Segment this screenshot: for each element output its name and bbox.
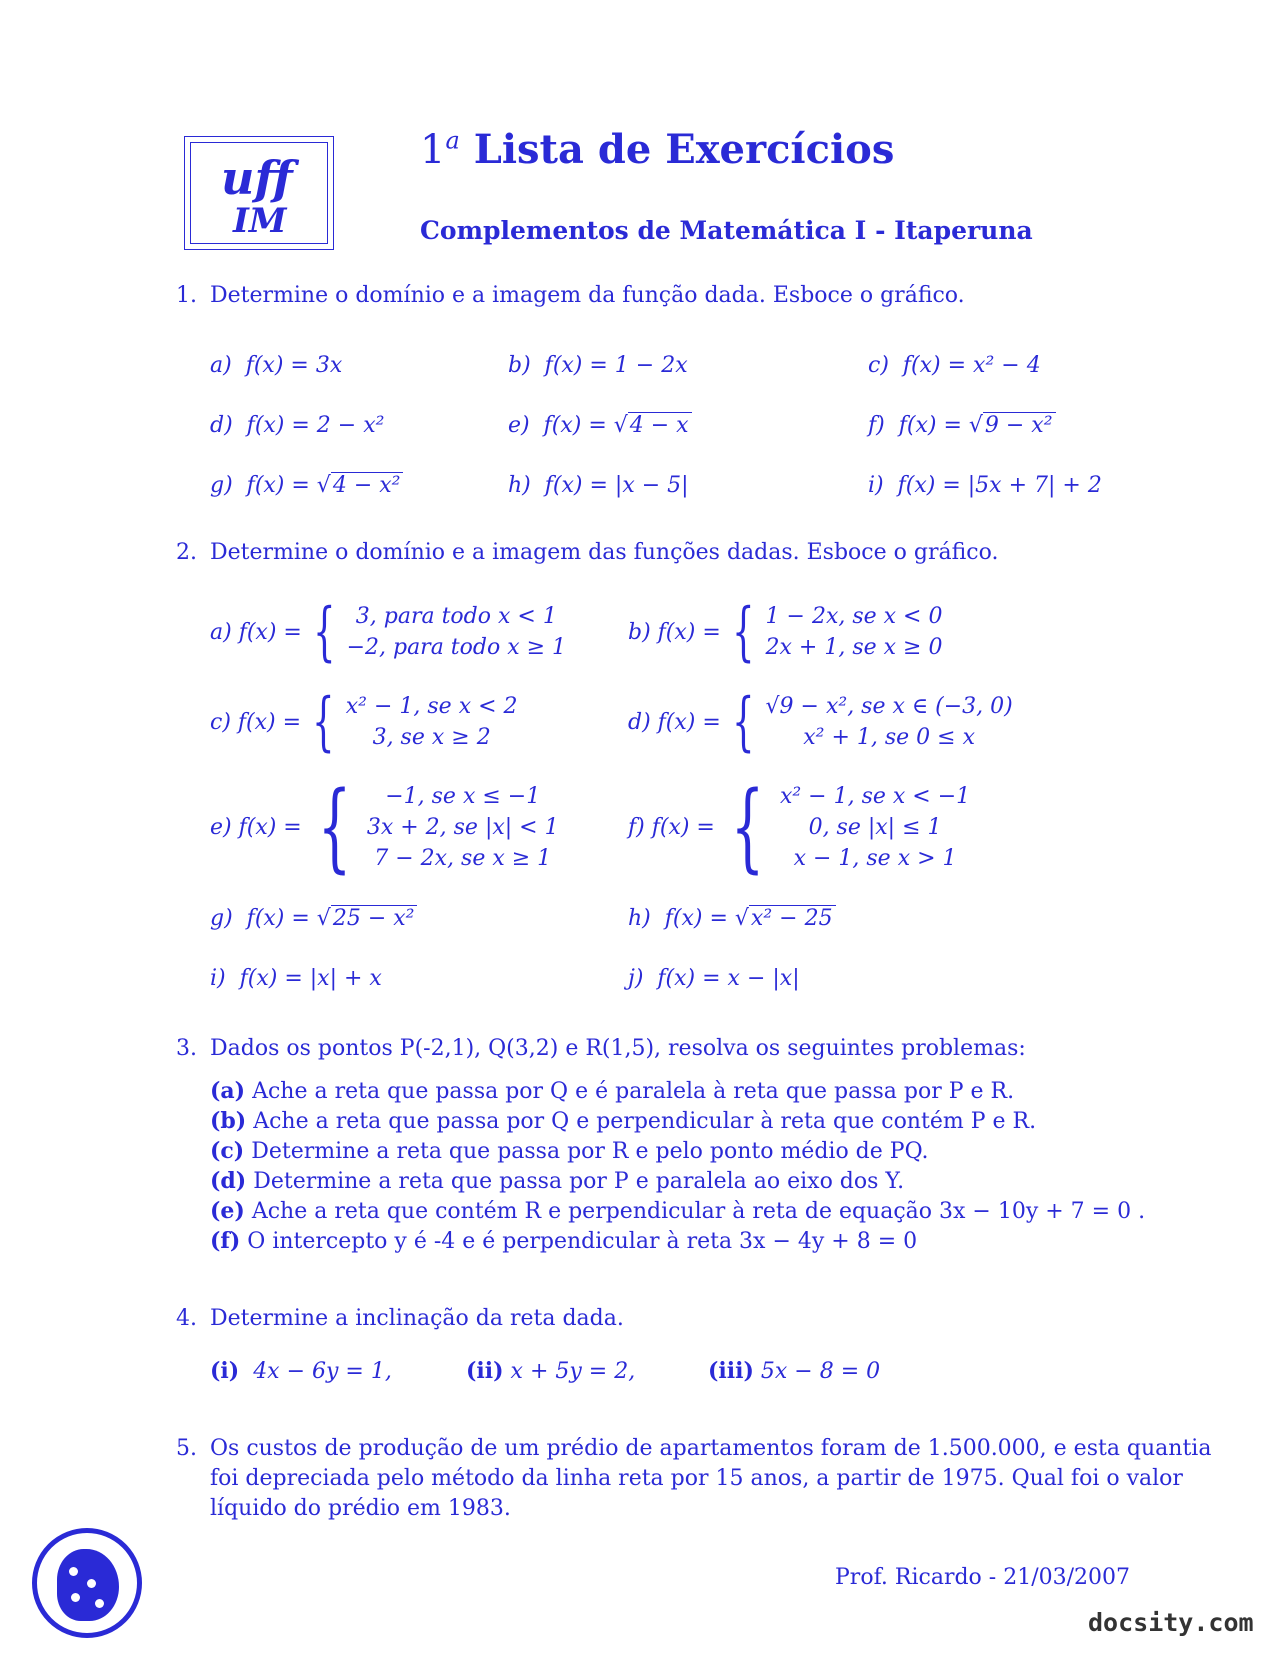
q3-item: (c) Determine a reta que passa por R e pelo ponto médio de PQ. (210, 1138, 929, 1164)
watermark: docsity.com (1088, 1608, 1254, 1637)
author-date: Prof. Ricardo - 21/03/2007 (835, 1565, 1131, 1590)
q4-item: (i) 4x − 6y = 1, (210, 1358, 392, 1384)
q5-line: líquido do prédio em 1983. (210, 1496, 511, 1521)
q2-item-j: j) f(x) = x − |x| (628, 966, 800, 991)
q1-item: h) f(x) = |x − 5| (508, 473, 689, 498)
logo-uff: uff (221, 151, 293, 205)
q3-item: (e) Ache a reta que contém R e perpendicular à reta de equação 3x − 10y + 7 = 0 . (210, 1198, 1146, 1224)
q4-item: (iii) 5x − 8 = 0 (708, 1358, 881, 1384)
q2-item-e: e) f(x) = { −1, se x ≤ −1 3x + 2, se |x| < 1 7 − 2x, se x ≥ 1 (210, 771, 559, 883)
q2-item-b: b) f(x) = { 1 − 2x, se x < 0 2x + 1, se x ≥ 0 (628, 595, 943, 669)
q3-item: (b) Ache a reta que passa por Q e perpendicular à reta que contém P e R. (210, 1108, 1037, 1134)
page-subtitle: Complementos de Matemática I - Itaperuna (420, 216, 1033, 245)
q1-item: g) f(x) = √4 − x² (210, 473, 403, 498)
q2-prompt: Determine o domínio e a imagem das funções dadas. Esboce o gráfico. (210, 540, 999, 565)
q2-item-d: d) f(x) = { √9 − x², se x ∈ (−3, 0) x² + 1, se 0 ≤ x (628, 685, 1013, 759)
q2-item-i: i) f(x) = |x| + x (210, 966, 382, 991)
q2-item-g: g) f(x) = √25 − x² (210, 906, 417, 931)
q5-number: 5. (176, 1436, 197, 1461)
q1-number: 1. (176, 283, 197, 308)
q1-item: f) f(x) = √9 − x² (868, 413, 1056, 438)
q1-item: c) f(x) = x² − 4 (868, 353, 1041, 378)
q2-item-a: a) f(x) = { 3, para todo x < 1 −2, para todo x ≥ 1 (210, 595, 567, 669)
q1-prompt: Determine o domínio e a imagem da função dada. Esboce o gráfico. (210, 283, 965, 308)
q4-item: (ii) x + 5y = 2, (466, 1358, 636, 1384)
q4-prompt: Determine a inclinação da reta dada. (210, 1306, 624, 1331)
page-title: 1$^a$ Lista de Exercícios (420, 126, 895, 173)
q2-item-f: f) f(x) = { x² − 1, se x < −1 0, se |x| ≤ 1 x − 1, se x > 1 (628, 771, 971, 883)
q3-prompt: Dados os pontos P(-2,1), Q(3,2) e R(1,5), resolva os seguintes problemas: (210, 1036, 1026, 1061)
q4-number: 4. (176, 1306, 197, 1331)
q2-number: 2. (176, 540, 197, 565)
q1-item: a) f(x) = 3x (210, 353, 343, 378)
docsity-logo-icon (32, 1528, 142, 1638)
q5-line: Os custos de produção de um prédio de apartamentos foram de 1.500.000, e esta quantia (210, 1436, 1212, 1461)
q2-item-h: h) f(x) = √x² − 25 (628, 906, 836, 931)
logo-box (184, 136, 334, 250)
q3-item: (d) Determine a reta que passa por P e paralela ao eixo dos Y. (210, 1168, 905, 1194)
q1-item: e) f(x) = √4 − x (508, 413, 692, 438)
q1-item: i) f(x) = |5x + 7| + 2 (868, 473, 1102, 498)
q5-line: foi depreciada pelo método da linha reta por 15 anos, a partir de 1975. Qual foi o valor (210, 1466, 1183, 1491)
logo-im: IM (233, 201, 287, 241)
q3-item: (f) O intercepto y é -4 e é perpendicular à reta 3x − 4y + 8 = 0 (210, 1228, 918, 1254)
q2-item-c: c) f(x) = { x² − 1, se x < 2 3, se x ≥ 2 (210, 685, 518, 759)
q1-item: b) f(x) = 1 − 2x (508, 353, 688, 378)
q3-number: 3. (176, 1036, 197, 1061)
q1-item: d) f(x) = 2 − x² (210, 413, 385, 438)
q3-item: (a) Ache a reta que passa por Q e é paralela à reta que passa por P e R. (210, 1078, 1015, 1104)
